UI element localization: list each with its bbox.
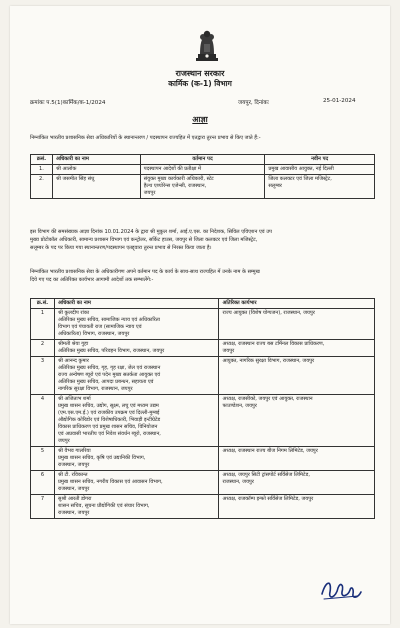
table-row xyxy=(31,340,375,357)
cell-line: अध्यक्ष, राजस्थान राज्य बीज निगम लिमिटेड, जयपुर xyxy=(222,448,318,454)
row-sno: 5 xyxy=(31,447,55,471)
order-date: 25-01-2024 xyxy=(323,98,356,104)
row-officer xyxy=(54,357,219,395)
table-row xyxy=(31,309,375,340)
row-current-post xyxy=(140,165,265,175)
row-charge xyxy=(219,447,375,471)
row-charge xyxy=(219,495,375,519)
state-emblem-icon xyxy=(192,24,222,64)
row-officer xyxy=(54,447,219,471)
row-charge xyxy=(219,471,375,495)
table-header-row xyxy=(31,299,375,309)
table-header-row xyxy=(31,155,375,165)
row-sno: 1 xyxy=(31,309,55,340)
row-sno: 1. xyxy=(31,165,53,175)
row-sno: 4 xyxy=(31,395,55,447)
order-title: आज्ञा xyxy=(192,115,208,124)
signature-icon xyxy=(318,574,364,604)
cell-line: अतिरिक्त मुख्य सचिव, आपदा प्रबन्धन, सहायता एवं xyxy=(57,379,154,385)
cell-line: राजस्थान, जयपुर xyxy=(57,486,90,492)
row-officer-name: श्री आलोक xyxy=(52,165,140,175)
cell-line: श्री वैभव गालरिया xyxy=(57,448,91,454)
cell-line: श्री टी. रविकान्त xyxy=(57,472,88,478)
cell-line: आयुक्त, नागरिक सुरक्षा विभाग, राजस्थान, जयपुर xyxy=(222,358,315,364)
paragraph-line: इस विभाग की समसंख्यक आज्ञा दिनांक 10.01.2024 के द्वारा श्री मुकुल शर्मा, आई.ए.एस. का निदेशक, सिविल एविएशन एवं उप xyxy=(30,229,272,235)
cell-line: औद्योगिक कोरिडोर एवं विशेषाधिकारी, भिवाड़ी इन्टीग्रेटेड xyxy=(57,417,161,423)
place-date-label: जयपुर, दिनांकः xyxy=(238,100,269,106)
table-row xyxy=(31,357,375,395)
additional-charge-table xyxy=(30,298,375,519)
cell-line: राज्य आयुक्त (विशेष योग्यजन), राजस्थान, जयपुर xyxy=(222,310,315,316)
additional-charge-paragraph xyxy=(30,268,375,284)
paragraph-line: सलूम्बर के पद पर किया गया स्थानान्तरण/पदस्थापन एतद्द्वारा तुरन्त प्रभाव से निरस्त किया जाता है। xyxy=(30,245,212,252)
cell-line: अतिरिक्त मुख्य सचिव, सामाजिक न्याय एवं अधिकारिता xyxy=(57,317,160,323)
cell-line: श्रीमती श्रेया गुहा xyxy=(57,341,89,347)
cell-line: अध्यक्ष, राजकॉम्प इन्फो सर्विसेज लिमिटेड, जयपुर xyxy=(222,496,314,502)
cell-line: हैल्थ एश्योरेन्स एजेन्सी, राजस्थान, xyxy=(143,183,207,189)
cell-line: विकास प्राधिकरण एवं प्रमुख शासन सचिव, विनियोजन xyxy=(57,424,158,430)
cell-line: राजस्थान, जयपुर xyxy=(57,510,90,516)
cell-line: शासन सचिव, सूचना प्रौद्योगिकी एवं संचार विभाग, xyxy=(57,503,150,509)
cell-line: नागरिक सुरक्षा विभाग, राजस्थान, जयपुर xyxy=(57,386,133,392)
cell-line: प्रमुख शासन सचिव, कृषि एवं उद्यानिकी विभाग, xyxy=(57,455,146,461)
header-sno: क्र.सं. xyxy=(31,299,55,309)
cell-line: जयपुर xyxy=(222,348,235,354)
row-officer-name: श्री जसमीत सिंह संधू xyxy=(52,175,140,199)
cell-line: एवं अप्रवासी भारतीय एवं निवेश संवर्धन ब्यूरो, राजस्थान, xyxy=(57,431,161,437)
cell-line: अध्यक्ष, जयपुर सिटी ट्रांसपोर्ट सर्विसेज लिमिटेड, xyxy=(222,472,310,478)
cell-line: राजस्थान, जयपुर xyxy=(57,462,90,468)
row-charge xyxy=(219,395,375,447)
row-current-post xyxy=(140,175,265,199)
paragraph-line: मुख्य प्रोटोकॉल अधिकारी, सामान्य प्रशासन विभाग एवं कन्ट्रोलर, सर्किट हाउस, जयपुर से जिला कलक्टर एवं जिला मजिस्ट्रेट, xyxy=(30,237,258,244)
cell-line: प्रमुख शासन सचिव, नगरीय विकास एवं आवासन विभाग, xyxy=(57,479,163,485)
row-charge xyxy=(219,340,375,357)
intro-paragraph: निम्नांकित भारतीय प्रशासनिक सेवा अधिकारियों के स्थानान्तरण / पदस्थापन राज्यहित में एतद्वारा तुरन्त प्रभाव से किए जाते हैं:- xyxy=(30,135,261,141)
cell-line: श्री कुलदीप रांका xyxy=(57,310,90,316)
transfer-table xyxy=(30,154,375,199)
table-row xyxy=(31,495,375,519)
row-officer xyxy=(54,340,219,357)
row-new-post xyxy=(265,165,375,175)
row-charge xyxy=(219,357,375,395)
cell-line: जिला कलक्टर एवं जिला मजिस्ट्रेट, xyxy=(268,176,332,182)
document-page xyxy=(10,6,390,624)
cell-line: श्री अजिताभ शर्मा xyxy=(57,396,91,402)
header-officer-name: अधिकारी का नाम xyxy=(54,299,219,309)
cancellation-paragraph xyxy=(30,228,375,253)
paragraph-line: दिये गए पद का अतिरिक्त कार्यभार आगामी आदेशों तक सम्भालेंगे:- xyxy=(30,277,154,284)
row-charge xyxy=(219,309,375,340)
row-sno: 2. xyxy=(31,175,53,199)
table-row xyxy=(31,395,375,447)
header-new-post: नवीन पद xyxy=(265,155,375,165)
table-row xyxy=(31,165,375,175)
row-officer xyxy=(54,395,219,447)
row-officer xyxy=(54,471,219,495)
cell-line: जयपुर xyxy=(57,438,70,444)
cell-line: राजस्थान, जयपुर xyxy=(222,479,254,485)
government-name: राजस्थान सरकार xyxy=(175,69,225,78)
cell-line: संयुक्त मुख्य कार्यकारी अधिकारी, स्टेट xyxy=(143,176,214,182)
cell-line: श्री आनन्द कुमार xyxy=(57,358,89,364)
cell-line: सुश्री आरती डोगरा xyxy=(57,496,92,502)
department-name: कार्मिक (क-1) विभाग xyxy=(168,79,232,88)
cell-line: फाउण्डेशन, जयपुर xyxy=(222,403,257,409)
cell-line: अतिरिक्त मुख्य सचिव, परिवहन विभाग, राजस्थान, जयपुर xyxy=(57,348,165,354)
row-sno: 6 xyxy=(31,471,55,495)
cell-line: विभाग एवं पंचायती राज (सामाजिक न्याय एवं xyxy=(57,324,142,330)
cell-line: जयपुर xyxy=(143,190,156,196)
cell-line: राज्य अन्वेषण ब्यूरो एवं पदेन मुख्य सतर्कता आयुक्त एवं xyxy=(57,372,161,378)
row-officer xyxy=(54,309,219,340)
cell-line: अतिरिक्त मुख्य सचिव, गृह, गृह रक्षा, जेल एवं राजस्थान xyxy=(57,365,161,371)
row-sno: 2 xyxy=(31,340,55,357)
cell-line: (एम.एस.एम.ई.) एवं राजकीय उपक्रम एवं दिल्ली-मुम्बई xyxy=(57,410,160,416)
table-row xyxy=(31,175,375,199)
header-sno: क्रसं. xyxy=(31,155,53,165)
header-name: अधिकारी का नाम xyxy=(52,155,140,165)
row-new-post xyxy=(265,175,375,199)
cell-line: प्रमुख शासन सचिव, उद्योग, सूक्ष्म, लघु एवं मध्यम उद्यम xyxy=(57,403,159,409)
row-officer xyxy=(54,495,219,519)
header-current-post: वर्तमान पद xyxy=(140,155,265,165)
row-sno: 3 xyxy=(31,357,55,395)
cell-line: प्रमुख आवासीय आयुक्त, नई दिल्ली xyxy=(268,166,334,172)
cell-line: अध्यक्ष, राजसीको, जयपुर एवं आयुक्त, राजस्थान xyxy=(222,396,313,402)
paragraph-line: निम्नांकित भारतीय प्रशासनिक सेवा के अधिकारीगण अपने वर्तमान पद के कार्य के साथ-साथ राज्यहित में उनके नाम के सम्मुख xyxy=(30,269,260,275)
order-number: क्रमांकः प.5(1)कार्मिक/क-1/2024 xyxy=(30,100,106,106)
cell-line: अधिकारिता) विभाग, राजस्थान, जयपुर xyxy=(57,331,130,337)
table-row xyxy=(31,471,375,495)
cell-line: पदस्थापन आदेशों की प्रतीक्षा में xyxy=(143,166,202,172)
cell-line: अध्यक्ष, राजस्थान राज्य बस टर्मिनल विकास प्राधिकरण, xyxy=(222,341,325,347)
row-sno: 7 xyxy=(31,495,55,519)
cell-line: सलूम्बर xyxy=(268,183,282,189)
table-row xyxy=(31,447,375,471)
header-additional-charge: अतिरिक्त कार्यभार xyxy=(219,299,375,309)
